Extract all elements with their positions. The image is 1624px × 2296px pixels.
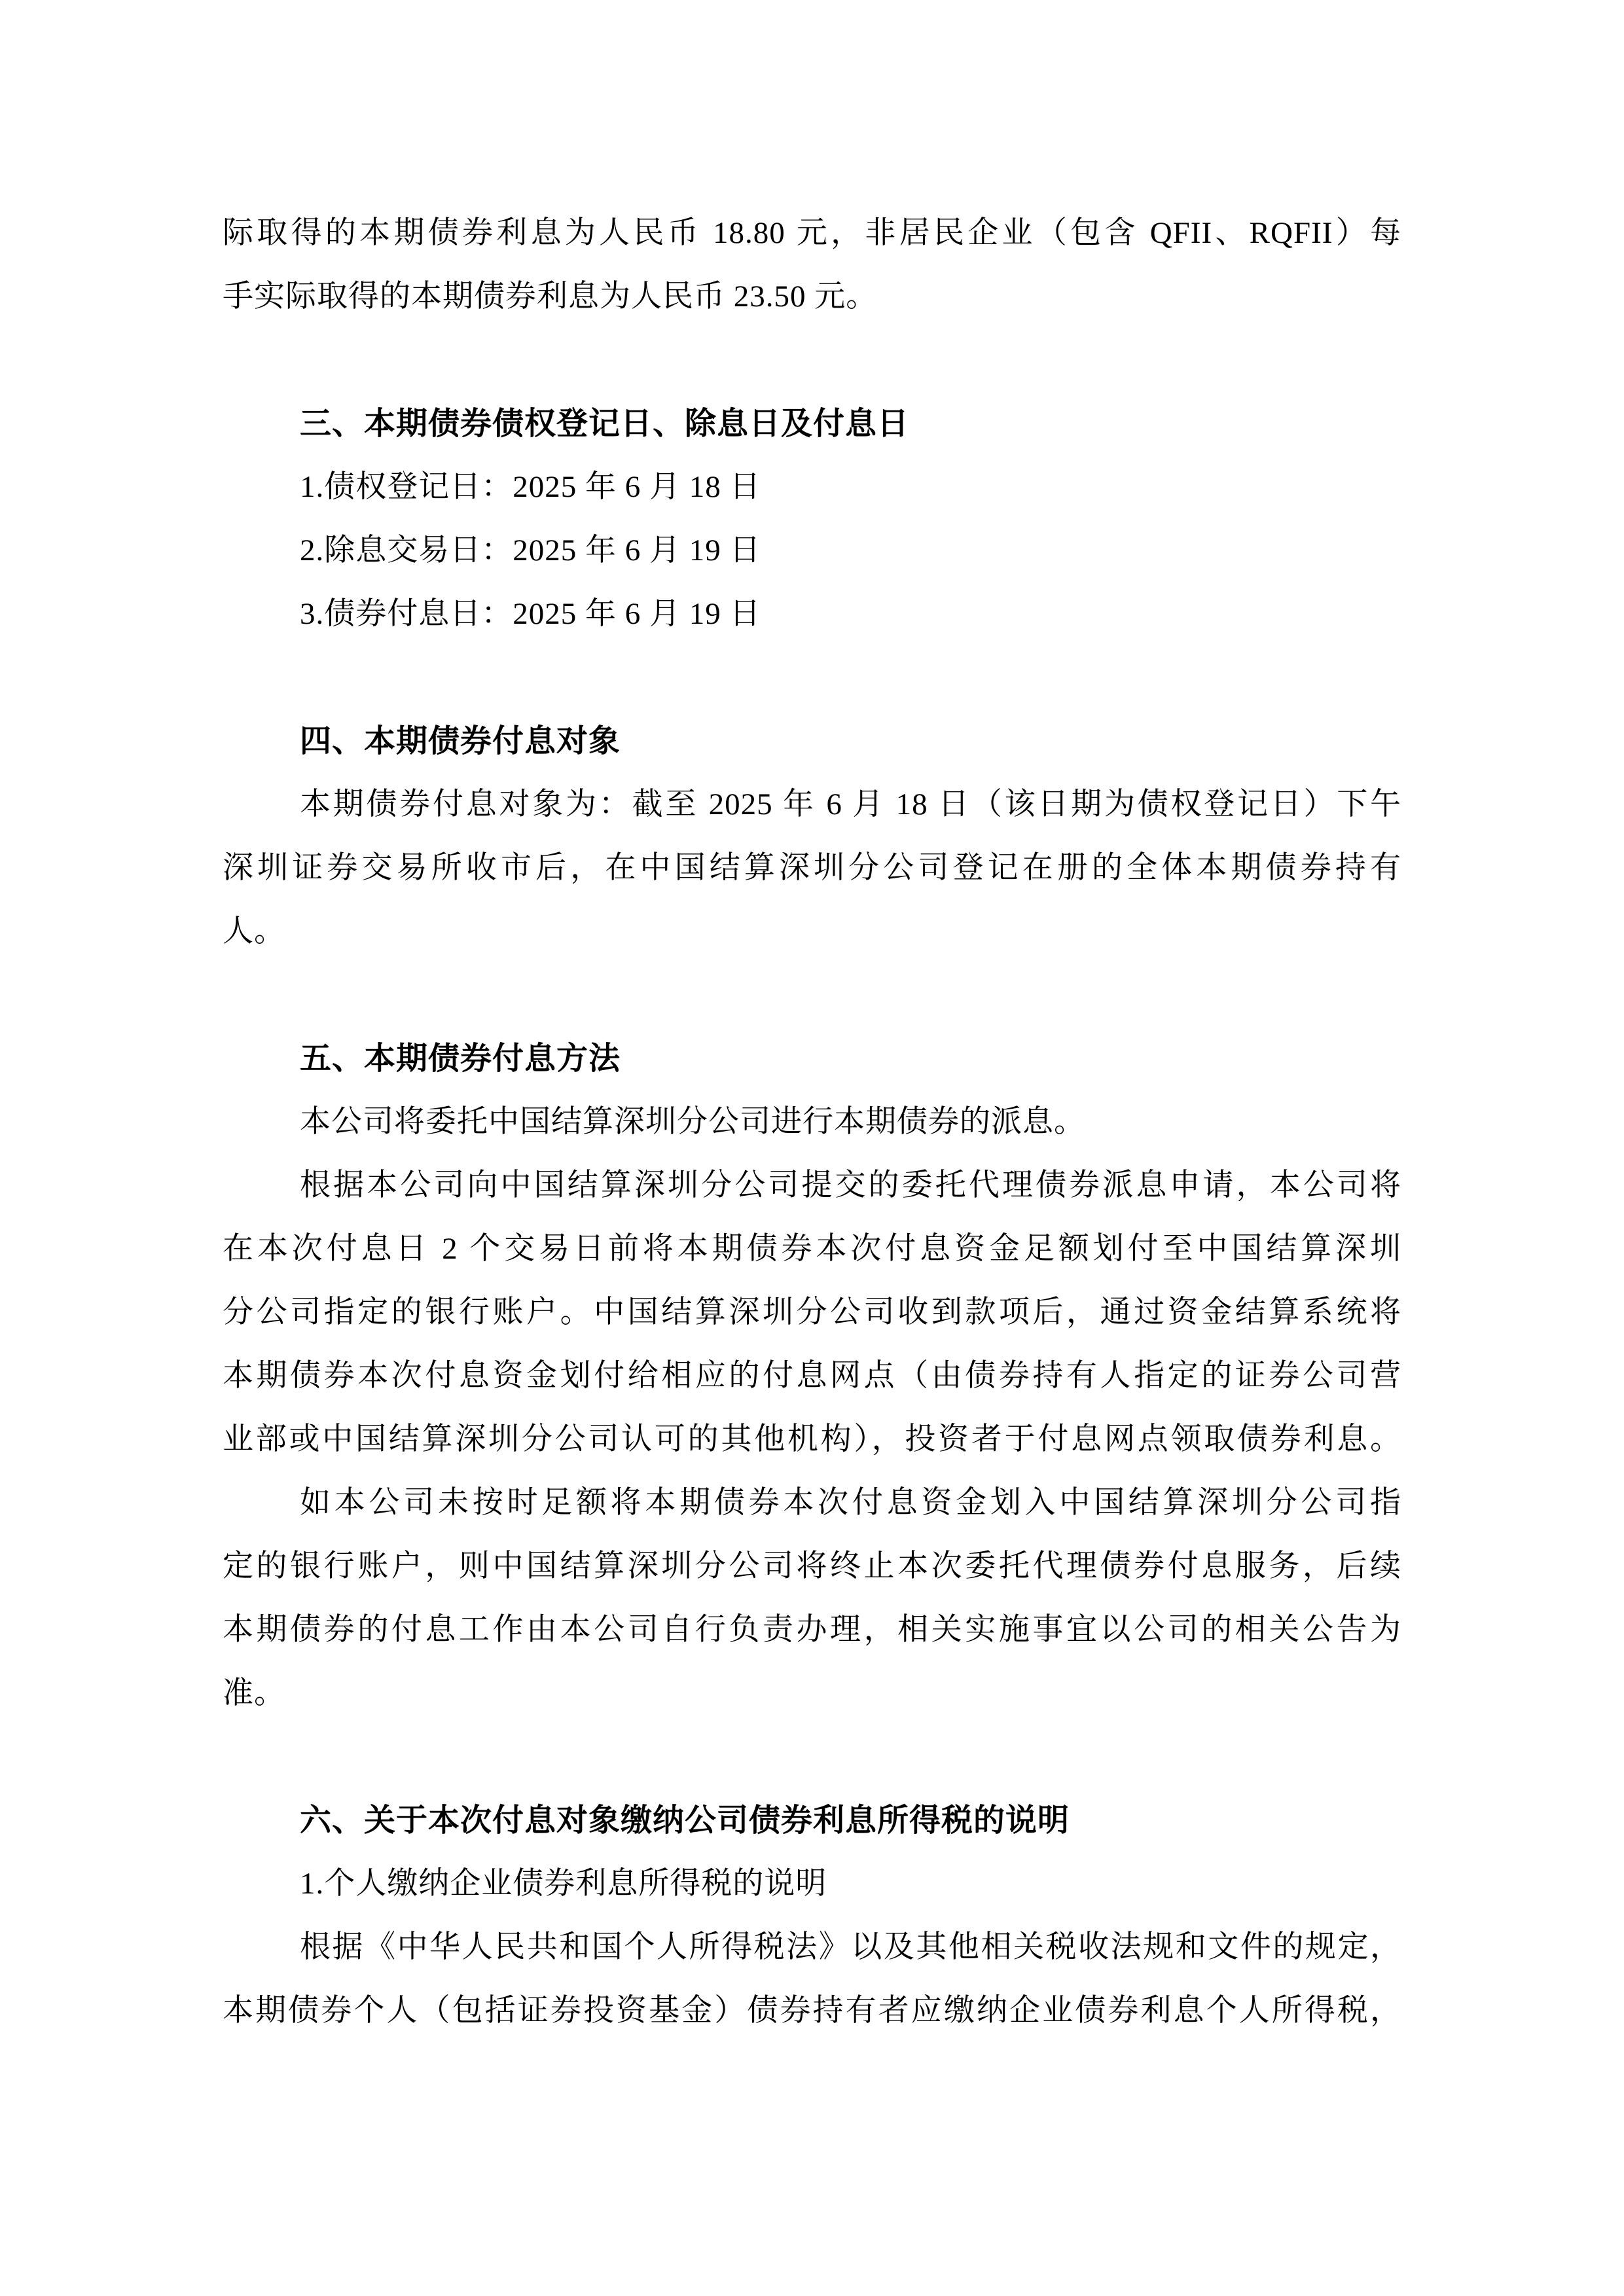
text-line: 本期债券的付息工作由本公司自行负责办理，相关实施事宜以公司的相关公告为 [223, 1613, 1401, 1647]
section-heading-3: 三、本期债券债权登记日、除息日及付息日 [300, 406, 910, 441]
text-line: 定的银行账户，则中国结算深圳分公司将终止本次委托代理债券付息服务，后续 [223, 1549, 1401, 1583]
list-item-payment-date: 3.债券付息日：2025 年 6 月 19 日 [300, 597, 761, 631]
text-line: 际取得的本期债券利息为人民币 18.80 元，非居民企业（包含 QFII、RQFII）每 [223, 216, 1401, 250]
section-heading-5: 五、本期债券付息方法 [300, 1041, 621, 1076]
section-heading-6: 六、关于本次付息对象缴纳公司债券利息所得税的说明 [300, 1803, 1070, 1838]
text-line: 根据本公司向中国结算深圳分公司提交的委托代理债券派息申请，本公司将 [300, 1168, 1401, 1202]
section-heading-4: 四、本期债券付息对象 [300, 724, 621, 759]
text-line: 1.个人缴纳企业债券利息所得税的说明 [300, 1867, 827, 1901]
text-line: 分公司指定的银行账户。中国结算深圳分公司收到款项后，通过资金结算系统将 [223, 1295, 1401, 1329]
document-body [223, 202, 1401, 2043]
text-line: 深圳证券交易所收市后，在中国结算深圳分公司登记在册的全体本期债券持有 [223, 851, 1401, 885]
text-line: 本公司将委托中国结算深圳分公司进行本期债券的派息。 [300, 1105, 1085, 1139]
text-line: 人。 [223, 914, 285, 948]
text-line: 如本公司未按时足额将本期债券本次付息资金划入中国结算深圳分公司指 [300, 1486, 1401, 1520]
text-line: 手实际取得的本期债券利息为人民币 23.50 元。 [223, 279, 878, 314]
list-item-ex-date: 2.除息交易日：2025 年 6 月 19 日 [300, 533, 761, 567]
text-line: 本期债券付息对象为：截至 2025 年 6 月 18 日（该日期为债权登记日）下午 [300, 787, 1401, 821]
list-item-record-date: 1.债权登记日：2025 年 6 月 18 日 [300, 470, 761, 504]
text-line: 在本次付息日 2 个交易日前将本期债券本次付息资金足额划付至中国结算深圳 [223, 1232, 1401, 1266]
text-line: 本期债券个人（包括证券投资基金）债券持有者应缴纳企业债券利息个人所得税， [223, 1994, 1401, 2028]
text-line: 业部或中国结算深圳分公司认可的其他机构），投资者于付息网点领取债券利息。 [223, 1422, 1401, 1456]
text-line: 根据《中华人民共和国个人所得税法》以及其他相关税收法规和文件的规定， [300, 1930, 1401, 1964]
text-line: 准。 [223, 1676, 285, 1710]
text-line: 本期债券本次付息资金划付给相应的付息网点（由债券持有人指定的证券公司营 [223, 1359, 1401, 1393]
